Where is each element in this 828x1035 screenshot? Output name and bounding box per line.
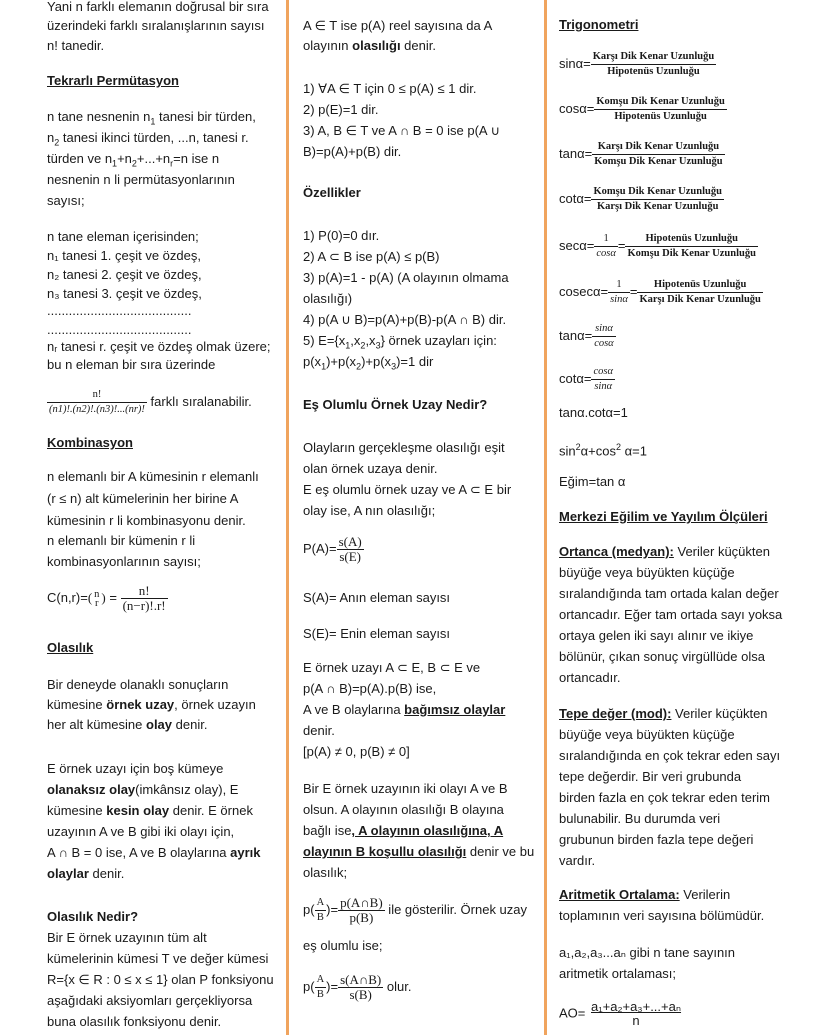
paragraph-line: kombinasyonlarının sayısı; (47, 554, 201, 569)
paragraph-line: ortancadır. (559, 670, 621, 685)
paragraph-line: E örnek uzayı için boş kümeye (47, 761, 224, 776)
olasilik-heading: Olasılık (47, 640, 94, 655)
paragraph-line: sıralandığında tam ortada kalan değer (559, 586, 779, 601)
mean-fraction: $\frac{\text{a₁+a₂+a₃+...+aₙ}}{n}$ (591, 999, 682, 1028)
paragraph-line: kümelerinin kümesi T ve değer kümesi (47, 951, 269, 966)
paragraph-line: n₂ tanesi 2. çeşit ve özdeş, (47, 267, 202, 282)
combination-fraction: $\frac{n!}{(n-r)!.r!}$ (122, 583, 166, 613)
paragraph-line: Bir E örnek uzayının iki olayı A ve B (303, 781, 508, 796)
paragraph-line: a₁,a₂,a₃...aₙ gibi n tane sayının (559, 945, 736, 960)
property-line: 3) p(A)=1 - p(A) (A olayının olmama (303, 270, 509, 285)
es-olumlu-heading: Eş Olumlu Örnek Uzay Nedir? (303, 397, 488, 412)
paragraph-line: A ve B olaylarına bağımsız olaylar (303, 702, 506, 717)
paragraph-line: olay ise, A nın olasılığı; (303, 503, 436, 518)
paragraph-line: sayısı; (47, 193, 85, 208)
paragraph-line: eş olumlu ise; (303, 938, 383, 953)
property-line: 4) p(A ∪ B)=p(A)+p(B)-p(A ∩ B) dir. (303, 312, 507, 327)
paragraph-line: nᵣ tanesi r. çeşit ve özdeş olmak üzere; (47, 339, 271, 354)
paragraph-line: türden ve $n_1+n_2+...+n_r=n$ ise n (47, 151, 220, 169)
permutation-formula: $\frac{n!}{(n1)!.(n2)!.(n3)!...(nr)!}$ farklı sıralanabilir. (49, 389, 252, 415)
trig-fraction: $\frac{\text{Karşı Dik Kenar Uzunluğu}}{\text{Komşu Dik Kenar Uzunluğu}}$ (594, 141, 723, 167)
paragraph-line: A ∩ B = 0 ise, A ve B olaylarına ayrık (47, 845, 261, 860)
combination-formula: C(n,r)=( n r ) = $\frac{n!}{(n-r)!.r!}$ (47, 583, 166, 613)
paragraph-line: kümesine kesin olay denir. E örnek (47, 803, 253, 818)
trig-formula: cosα= $\frac{\text{Komşu Dik Kenar Uzunluğu}}{\text{Hipotenüs Uzunluğu}}$ (559, 96, 725, 122)
paragraph-line: büyüğe veya büyükten küçüğe (559, 565, 735, 580)
a-over-b: $\frac{A}{B}$ (316, 974, 325, 1000)
trig-fraction: $\frac{\text{Komşu Dik Kenar Uzunluğu}}{\text{Karşı Dik Kenar Uzunluğu}}$ (593, 186, 722, 212)
paragraph-line: [p(A) ≠ 0, p(B) ≠ 0] (303, 744, 410, 759)
paragraph-line: n tane nesnenin $n_1$ tanesi bir türden, (47, 109, 256, 127)
paragraph-line: p(A ∩ B)=p(A).p(B) ise, (303, 681, 437, 696)
trig-formula: sinα= $\frac{\text{Karşı Dik Kenar Uzunluğu}}{\text{Hipotenüs Uzunluğu}}$ (559, 51, 715, 77)
intro-line: Yani n farklı elemanın doğrusal bir sıra (47, 0, 269, 14)
kombinasyon-heading: Kombinasyon (47, 435, 133, 450)
paragraph-line: olayının olasılığı denir. (303, 38, 436, 53)
paragraph-line: olaylar denir. (47, 866, 125, 881)
intro-line: n! tanedir. (47, 38, 105, 53)
trig-identity: Eğim=tan α (559, 474, 626, 489)
property-line: 2) A ⊂ B ise p(A) ≤ p(B) (303, 249, 440, 264)
binom: n r (94, 588, 100, 609)
pab-fraction: $\frac{p(A\cap B)}{p(B)}$ (340, 895, 383, 925)
paragraph-line: toplamının veri sayısına bölümüdür. (559, 908, 765, 923)
paragraph-line: tepe değerdir. Bir veri grubunda (559, 769, 742, 784)
column-divider-right (544, 0, 547, 1035)
paragraph-line: olanaksız olay(imkânsız olay), E (47, 782, 239, 797)
column-middle (295, 0, 542, 1035)
axiom-line: B)=p(A)+p(B) dir. (303, 144, 402, 159)
paragraph-line: A ∈ T ise p(A) reel sayısına da A (303, 18, 493, 33)
paragraph-line: Bir deneyde olanaklı sonuçların (47, 677, 229, 692)
trig-formula: cotα= $\frac{\cos\alpha}{\sin\alpha}$ (559, 366, 613, 392)
trig-formula: secα= $\frac{1}{\cos\alpha}$ = $\frac{\text{Hipotenüs Uzunluğu}}{\text{Komşu Dik Kenar Uzunluğu}}$ (559, 233, 756, 259)
paragraph-line: birden fazla en çok tekrar eden terim (559, 790, 770, 805)
trig-fraction: $\frac{1}{\cos\alpha}$ (596, 233, 616, 259)
axiom-line: 2) p(E)=1 dir. (303, 102, 379, 117)
paragraph-line: Olayların gerçekleşme olasılığı eşit (303, 440, 505, 455)
sab-fraction: $\frac{s(A\cap B)}{s(B)}$ (340, 972, 382, 1002)
column-divider-left (286, 0, 289, 1035)
paragraph-line: olsun. A olayının olasılığı B olayına (303, 802, 504, 817)
paragraph-line: nesnenin n li permütasyonlarının (47, 172, 235, 187)
paragraph-line: buna olasılık fonksiyonu denir. (47, 1014, 222, 1029)
property-line: olasılığı) (303, 291, 353, 306)
paragraph-line: olasılık; (303, 865, 348, 880)
column-right (554, 0, 828, 1035)
trig-formula: tanα= $\frac{\text{Karşı Dik Kenar Uzunluğu}}{\text{Komşu Dik Kenar Uzunluğu}}$ (559, 141, 723, 167)
dotted-line: ........................................ (47, 322, 192, 337)
mean-formula: AO= $\frac{\text{a₁+a₂+a₃+...+aₙ}}{n}$ (559, 999, 682, 1028)
paragraph-line: E eş olumlu örnek uzay ve A ⊂ E bir (303, 482, 512, 497)
paragraph-line: ortancadır. Eğer tam ortada sayı yoksa (559, 607, 783, 622)
a-over-b: $\frac{A}{B}$ (316, 897, 325, 923)
permutation-fraction: $\frac{n!}{(n1)!.(n2)!.(n3)!...(nr)!}$ (49, 389, 145, 415)
trig-fraction: $\frac{\text{Karşı Dik Kenar Uzunluğu}}{\text{Hipotenüs Uzunluğu}}$ (592, 51, 715, 77)
paragraph-line: sıralandığında en çok tekrar eden sayı (559, 748, 781, 763)
merkezi-egilim-heading: Merkezi Eğilim ve Yayılım Ölçüleri (559, 509, 768, 524)
ozellikler-heading: Özellikler (303, 185, 361, 200)
paragraph-line: R={x ∈ R : 0 ≤ x ≤ 1} olan P fonksiyonu (47, 972, 274, 987)
probability-formula: P(A)= $\frac{s(A)}{s(E)}$ (303, 534, 362, 564)
property-line: 1) P(0)=0 dır. (303, 228, 380, 243)
paragraph-line: n elemanlı bir kümenin r li (47, 533, 196, 548)
paragraph-line: olan örnek uzaya denir. (303, 461, 438, 476)
paragraph-line: bulunabilir. Bu durumda veri (559, 811, 721, 826)
paragraph-line: S(A)= Anın eleman sayısı (303, 590, 451, 605)
dotted-line: ........................................ (47, 303, 192, 318)
paragraph-line: denir. (303, 723, 335, 738)
trig-formula: tanα= $\frac{\sin\alpha}{\cos\alpha}$ (559, 323, 614, 349)
axiom-line: 1) ∀A ∈ T için 0 ≤ p(A) ≤ 1 dir. (303, 81, 477, 96)
property-line: 5) $E=\{x_1,x_2,x_3\}$ örnek uzayları için: (303, 333, 497, 351)
trig-fraction: $\frac{\sin\alpha}{\cos\alpha}$ (594, 323, 614, 349)
trig-fraction: $\frac{\text{Komşu Dik Kenar Uzunluğu}}{\text{Hipotenüs Uzunluğu}}$ (596, 96, 725, 122)
paragraph-line: bölünür, çıkan sonuç virgüllüde olsa (559, 649, 765, 664)
trig-fraction: $\frac{1}{\sin\alpha}$ (610, 279, 628, 305)
paragraph-line: S(E)= Enin eleman sayısı (303, 626, 451, 641)
trig-formula: cosecα= $\frac{1}{\sin\alpha}$ = $\frac{\text{Hipotenüs Uzunluğu}}{\text{Karşı Dik Kenar Uzunluğu}}$ (559, 279, 761, 305)
paragraph-line: Ortanca (medyan): Veriler küçükten (559, 544, 770, 559)
column-left (0, 0, 283, 1035)
paragraph-line: n tane eleman içerisinden; (47, 229, 199, 244)
paragraph-line: n elemanlı bir A kümesinin r elemanlı (47, 469, 259, 484)
paragraph-line: n₁ tanesi 1. çeşit ve özdeş, (47, 248, 201, 263)
paragraph-line: bu n eleman bir sıra üzerinde (47, 357, 216, 372)
paragraph-line: kümesine örnek uzay, örnek uzayın (47, 697, 256, 712)
conditional-probability-formula: p( $\frac{A}{B}$ )= $\frac{p(A\cap B)}{p(B)}$ ile gösterilir. Örnek uzay (303, 895, 528, 925)
paragraph-line: (r ≤ n) alt kümelerinin her birine A (47, 491, 239, 506)
paragraph-line: grubunun birden fazla tepe değeri (559, 832, 754, 847)
trig-identity: $\sin^2\alpha+\cos^2$ α=1 (559, 442, 647, 459)
paragraph-line: büyüğe veya büyükten küçüğe (559, 727, 735, 742)
paragraph-line: n₃ tanesi 3. çeşit ve özdeş, (47, 286, 202, 301)
paragraph-line: aritmetik ortalaması; (559, 966, 677, 981)
trigonometri-heading: Trigonometri (559, 17, 639, 32)
paragraph-line: Aritmetik Ortalama: Verilerin (559, 887, 731, 902)
paragraph-line: bağlı ise, A olayının olasılığına, A (303, 823, 504, 838)
trig-identity: tanα.cotα=1 (559, 405, 628, 420)
paragraph-line: kümesinin r li kombinasyonu denir. (47, 513, 246, 528)
trig-fraction: $\frac{\text{Hipotenüs Uzunluğu}}{\text{Karşı Dik Kenar Uzunluğu}}$ (639, 279, 761, 305)
trig-fraction: $\frac{\text{Hipotenüs Uzunluğu}}{\text{Komşu Dik Kenar Uzunluğu}}$ (627, 233, 756, 259)
intro-line: üzerindeki farklı sıralanışlarının sayısı (47, 18, 265, 33)
paragraph-line: ortaya gelen iki sayı alınır ve ikiye (559, 628, 754, 643)
trig-fraction: $\frac{\cos\alpha}{\sin\alpha}$ (593, 366, 613, 392)
conditional-count-formula: p( $\frac{A}{B}$ )= $\frac{s(A\cap B)}{s(B)}$ olur. (303, 972, 412, 1002)
paragraph-line: olayının B koşullu olasılığı denir ve bu (303, 844, 535, 859)
paragraph-line: her alt kümesine olay denir. (47, 717, 208, 732)
property-line: $p(x_1)+p(x_2)+p(x_3)=1$ dir (303, 354, 434, 372)
probability-fraction: $\frac{s(A)}{s(E)}$ (338, 534, 362, 564)
paragraph-line: Bir E örnek uzayının tüm alt (47, 930, 207, 945)
tekrarli-permutasyon-heading: Tekrarlı Permütasyon (47, 73, 179, 88)
axiom-line: 3) A, B ∈ T ve A ∩ B = 0 ise p(A ∪ (303, 123, 500, 138)
paragraph-line: $n_2$ tanesi ikinci türden, ...n, tanesi r. (47, 130, 249, 148)
trig-formula: cotα= $\frac{\text{Komşu Dik Kenar Uzunluğu}}{\text{Karşı Dik Kenar Uzunluğu}}$ (559, 186, 722, 212)
paragraph-line: uzayının A ve B gibi iki olayı için, (47, 824, 235, 839)
paragraph-line: aşağıdaki aksiyomları gerçekliyorsa (47, 993, 253, 1008)
olasilik-nedir-heading: Olasılık Nedir? (47, 909, 139, 924)
paragraph-line: Tepe değer (mod): Veriler küçükten (559, 706, 768, 721)
paragraph-line: vardır. (559, 853, 596, 868)
paragraph-line: E örnek uzayı A ⊂ E, B ⊂ E ve (303, 660, 481, 675)
